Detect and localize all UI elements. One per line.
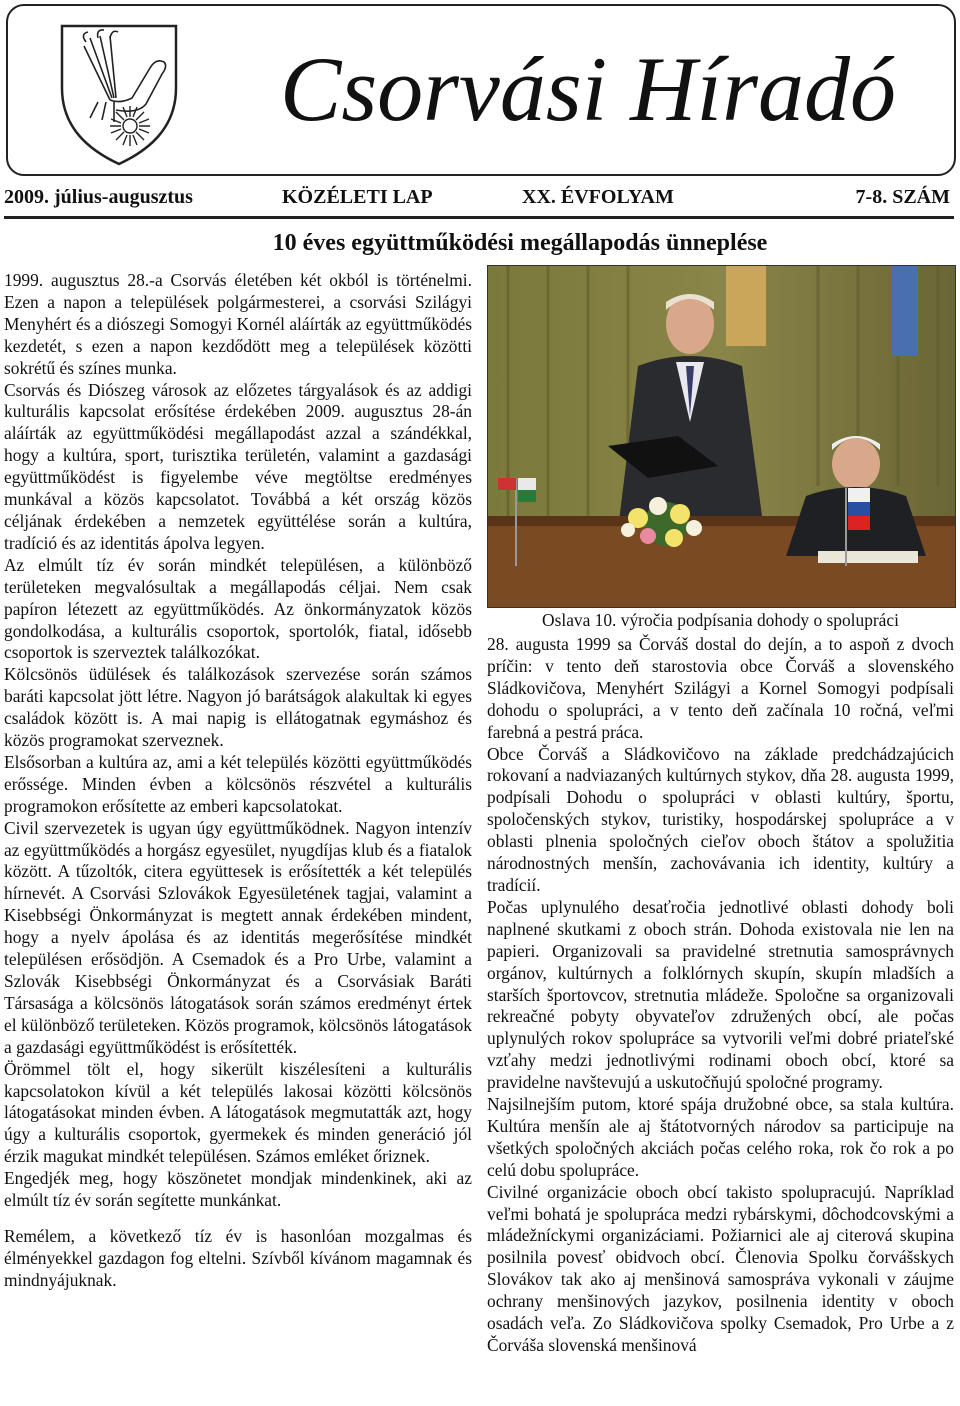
article-paragraph: Najsilnejším putom, ktoré spája družobné obce, sa stala kultúra. Kultúra menšín ale aj štátotvorných národov sa participuje na všetkých spoločných akciách počas celého roka, rok čo rok a po celú dobu spolupráce.	[487, 1094, 954, 1180]
article-column-hungarian	[4, 270, 472, 1292]
article-paragraph: 1999. augusztus 28.-a Csorvás életében két okból is történelmi. Ezen a napon a települések polgármesterei, a csorvási Szilágyi Menyhért és a diószegi Somogyi Kornél aláírták az együttműködés kezdetét, s ezen a napon kezdődött meg a települések közötti sokrétű és színes munka.	[4, 270, 472, 378]
article-paragraph: 28. augusta 1999 sa Čorváš dostal do dejín, a to aspoň z dvoch príčin: v tento deň starostovia obce Čorváš a slovenského Sládkovičova, Menyhért Szilágyi a Kornel Somogyi podpísali dohodu o spolupráci, a v tento deň začínala 10 ročná, veľmi farebná a pestrá práca.	[487, 634, 954, 742]
article-column-slovak	[487, 634, 954, 1357]
article-paragraph: Civil szervezetek is ugyan úgy együttműködnek. Nagyon intenzív az együttműködés a horgász egyesület, nyugdíjas klub és a fiatalok között. A tűzoltók, citera együttesek is erősítették a két település hírnevét. A Csorvási Szlovákok Egyesületének tagjai, valamint a Kisebbségi Önkormányzat is megtett annak érdekében mindent, hogy a nyelv ápolása és az identitás megerősítése mindkét településen erősödjön. A Csemadok és a Pro Urbe, valamint a Szlovák Kisebbségi Önkormányzat és a Csorvásiak Baráti Társasága a kölcsönös látogatások során számos eredményt értek el különböző területeken. Közös programok, kölcsönös látogatások a gazdasági együttműködést is erősítették.	[4, 817, 472, 1057]
article-headline: 10 éves együttműködési megállapodás ünneplése	[272, 230, 768, 256]
article-paragraph: Engedjék meg, hogy köszönetet mondjak mindenkinek, aki az elmúlt tíz év során segítette munkánkat.	[4, 1168, 472, 1211]
article-paragraph: Csorvás és Diószeg városok az előzetes tárgyalások és az addigi kulturális kapcsolat erősítése érdekében 2009. augusztus 28-án aláírták az együttműködési megállapodást azzal a szándékkal, hogy a kultúra, sport, turisztika területén, valamint a gazdasági együttműködést is figyelembe véve megtöltse eredményes munkával a közös kapcsolatot. Továbbá a két ország közös céljának érdekében a nemzetek együttélése során a kultúra, tradíció és az identitás ápolva legyen.	[4, 379, 472, 553]
masthead	[6, 4, 956, 176]
article-paragraph: Civilné organizácie oboch obcí takisto spolupracujú. Napríklad veľmi bohatá je spolupráca medzi rybárskymi, dôchodcovskými a mládežníckymi organizáciami. Požiarnici ale aj citerová skupina posilnila povesť obidvoch obcí. Členovia Spolku čorvášskych Slovákov tak ako aj menšinová samospráva vykonali v záujme ochrany menšinových jazykov, posilnenia identity v oboch osadách veľa. Zo Sládkovičova spolky Csemadok, Pro Urbe a z Čorváša slovenská menšinová	[487, 1181, 954, 1355]
issue-info-line	[4, 186, 950, 214]
article-paragraph: Počas uplynulého desaťročia jednotlivé oblasti dohody boli naplnené skutkami z oboch strán. Dohoda existovala nie len na papieri. Organizovali sa pravidelné stretnutia samosprávnych orgánov, kultúrnych a folklórnych skupín, skupín mladších a starších športovcov, stretnutia mládeže. Spoločne sa organizovali rekreačné pobyty obyvateľov združených obcí, ale počas uplynulých rokov spolupráce sa vytvorili veľmi dobré priateľské vzťahy medzi jednotlivými rodinami oboch obcí, ktoré sa pravidelne navštevujú a uskutočňujú spoločné programy.	[487, 896, 954, 1093]
issue-number: 7-8. SZÁM	[855, 186, 950, 208]
article-paragraph: Remélem, a következő tíz év is hasonlóan mozgalmas és élményekkel gazdagon fog eltelni. Szívből kívánom magamnak és mindnyájuknak.	[4, 1225, 472, 1290]
issue-date: 2009. július-augusztus	[4, 186, 193, 208]
coat-of-arms-icon	[54, 18, 184, 168]
ceremony-photo-illustration	[488, 266, 955, 607]
ceremony-photo	[487, 265, 956, 608]
publication-type: KÖZÉLETI LAP	[282, 186, 433, 208]
newspaper-title: Csorvási Híradó	[280, 38, 896, 140]
header-divider	[4, 216, 954, 219]
article-paragraph: Kölcsönös üdülések és találkozások szervezése során számos baráti kapcsolat jött létre. Nagyon jó barátságok alakultak ki egyes családok között is. A mai napig is ellátogatnak egymáshoz és közös programokat szerveznek.	[4, 664, 472, 751]
article-paragraph: Az elmúlt tíz év során mindkét településen, a különböző területeken megvalósultak a megállapodás céljai. Nem csak papíron létezett az együttműködés. Az önkormányzatok közös gondolkodása, a kulturális csoportok, sportolók, fiatal, idősebb csoportok is szerveztek találkozókat.	[4, 554, 472, 663]
photo-caption: Oslava 10. výročia podpísania dohody o spolupráci	[542, 610, 899, 630]
volume-label: XX. ÉVFOLYAM	[522, 186, 674, 208]
article-paragraph: Obce Čorváš a Sládkovičovo na základe predchádzajúcich rokovaní a nadviazaných kultúrnych stykov, dňa 28. augusta 1999, podpísali Dohodu o spolupráci v oblasti kultúry, športu, spoločenských stykov, turistiky, hospodárskej spolupráce a v oblasti plnenia spoločných cieľov oboch štátov a spolužitia národnostných menšín, zachovávania ich identity, kultúry a tradícií.	[487, 743, 954, 895]
article-paragraph: Örömmel tölt el, hogy sikerült kiszélesíteni a kulturális kapcsolatokon kívül a két település lakosai közötti kölcsönös látogatásokat minden évben. A látogatások megmutatták azt, hogy úgy a kulturális csoportok, gyermekek és minden generáció jól érzik magukat mindkét településen. Számos emléket őriznek.	[4, 1058, 472, 1167]
article-paragraph: Elsősorban a kultúra az, ami a két település közötti együttműködés erőssége. Minden évben a kölcsönös részvétel a kulturális programokon erősítette az emberi kapcsolatokat.	[4, 751, 472, 816]
